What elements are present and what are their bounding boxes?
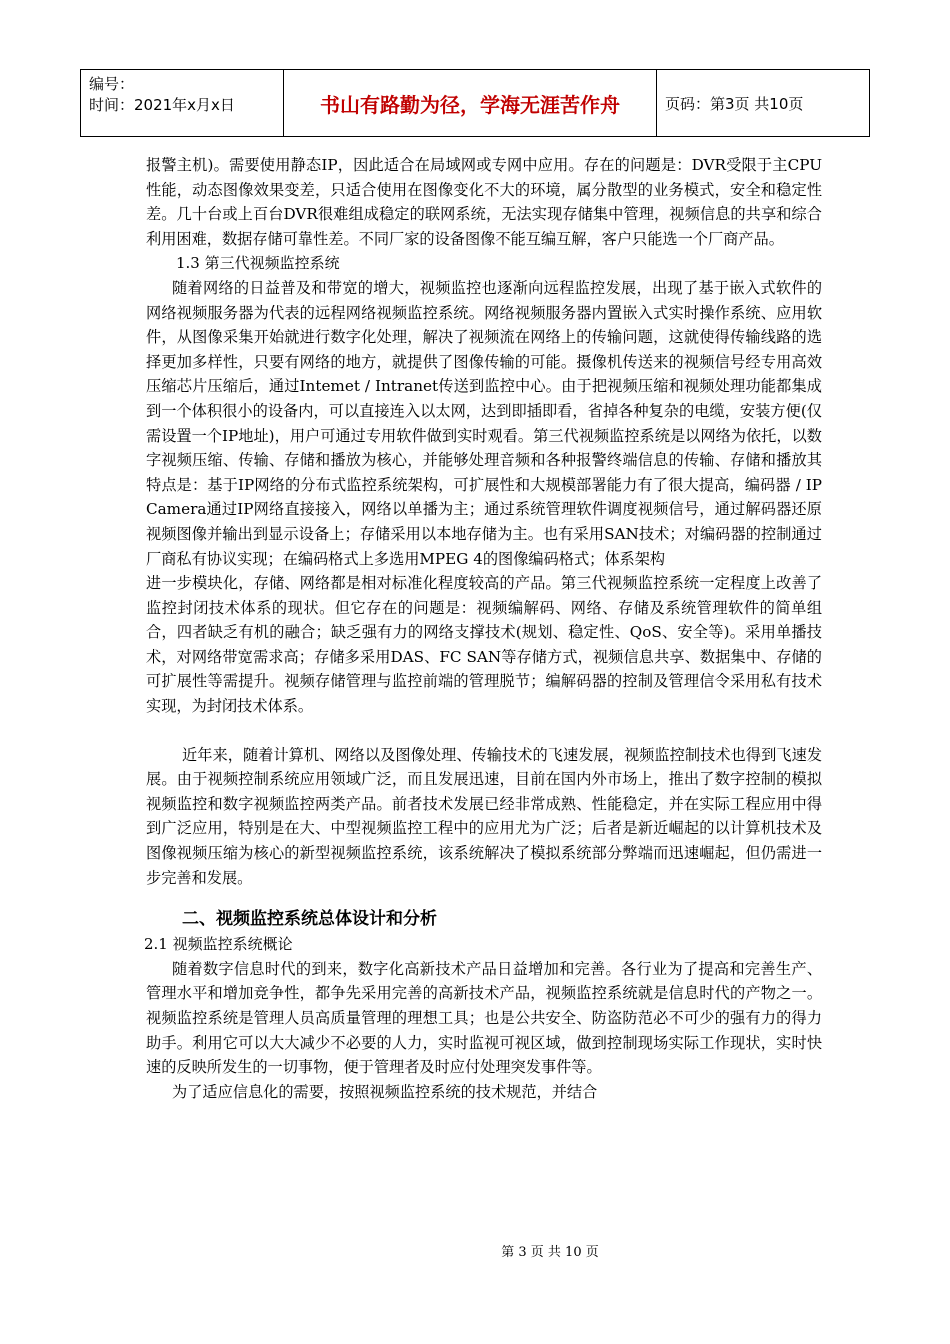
- header-motto: 书山有路勤为径，学海无涯苦作舟: [284, 70, 657, 136]
- paragraph-adaptation: 为了适应信息化的需要，按照视频监控系统的技术规范，并结合: [172, 1082, 598, 1101]
- chapter-heading-2: 二、视频监控系统总体设计和分析: [182, 909, 437, 930]
- paragraph-dvr-issues: 报警主机)。需要使用静态IP，因此适合在局域网或专网中应用。存在的问题是：DVR受限于主CPU性能，动态图像效果变差，只适合使用在图像变化不大的环境，属分散型的业务模式，安全和稳定性差。几十台或上百台DVR很难组成稳定的联网系统，无法实现存储集中管理，视频信息的共享和综合利用困难，数据存储可靠性差。不同厂家的设备图像不能互编互解，客户只能选一个厂商产品。: [146, 156, 822, 248]
- spacer: [146, 719, 822, 743]
- document-body: [146, 153, 822, 1104]
- paragraph-third-generation: 随着网络的日益普及和带宽的增大，视频监控也逐渐向远程监控发展，出现了基于嵌入式软件的网络视频服务器为代表的远程网络视频监控系统。网络视频服务器内置嵌入式实时操作系统、应用软件，从图像采集开始就进行数字化处理，解决了视频流在网络上的传输问题，这就使得传输线路的选择更加多样性，只要有网络的地方，就提供了图像传输的可能。摄像机传送来的视频信号经专用高效压缩芯片压缩后，通过Intemet / Intranet传送到监控中心。由于把视频压缩和视频处理功能都集成到一个体积很小的设备内，可以直接连入以太网，达到即插即看，省掉各种复杂的电缆，安装方便(仅需设置一个IP地址)，用户可通过专用软件做到实时观看。第三代视频监控系统是以网络为依托，以数字视频压缩、传输、存储和播放为核心，并能够处理音频和各种报警终端信息的传输、存储和播放其特点是：基于IP网络的分布式监控系统架构，可扩展性和大规模部署能力有了很大提高，编码器 / IP Camera通过IP网络直接接入，网络以单播为主；通过系统管理软件调度视频信号，通过解码器还原视频图像并输出到显示设备上；存储采用以本地存储为主。也有采用SAN技术；对编码器的控制通过厂商私有协议实现；在编码格式上多选用MPEG 4的图像编码格式；体系架构: [146, 278, 822, 568]
- paragraph-overview: 随着数字信息时代的到来，数字化高新技术产品日益增加和完善。各行业为了提高和完善生产、管理水平和增加竞争性，都争先采用完善的高新技术产品，视频监控系统就是信息时代的产物之一。视频监控系统是管理人员高质量管理的理想工具；也是公共安全、防盗防范必不可少的强有力的得力助手。利用它可以大大减少不必要的人力，实时监视可视区域，做到控制现场实际工作现状，实时快速的反映所发生的一切事物，便于管理者及时应付处理突发事件等。: [146, 959, 822, 1077]
- footer-page-number: 第 3 页 共 10 页: [501, 1245, 599, 1260]
- document-time-label: 时间：2021年x月x日: [89, 96, 235, 114]
- section-heading-1-3: 1.3 第三代视频监控系统: [176, 254, 340, 273]
- page-header: [80, 69, 870, 137]
- section-heading-2-1: 2.1 视频监控系统概论: [144, 935, 293, 954]
- paragraph-architecture: 进一步模块化，存储、网络都是相对标准化程度较高的产品。第三代视频监控系统一定程度上改善了监控封闭技术体系的现状。但它存在的问题是：视频编解码、网络、存储及系统管理软件的简单组合，四者缺乏有机的融合；缺乏强有力的网络支撑技术(规划、稳定性、QoS、安全等)。采用单播技术，对网络带宽需求高；存储多采用DAS、FC SAN等存储方式，视频信息共享、数据集中、存储的可扩展性等需提升。视频存储管理与监控前端的管理脱节；编解码器的控制及管理信令采用私有技术实现，为封闭技术体系。: [146, 574, 822, 716]
- spacer: [146, 890, 822, 902]
- page-footer: [0, 1241, 950, 1260]
- header-meta: [81, 70, 284, 136]
- paragraph-recent-development: 近年来，随着计算机、网络以及图像处理、传输技术的飞速发展，视频监控制技术也得到飞速发展。由于视频控制系统应用领域广泛，而且发展迅速，目前在国内外市场上，推出了数字控制的模拟视频监控和数字视频监控两类产品。前者技术发展已经非常成熟、性能稳定，并在实际工程应用中得到广泛应用，特别是在大、中型视频监控工程中的应用尤为广泛；后者是新近崛起的以计算机技术及图像视频压缩为核心的新型视频监控系统，该系统解决了模拟系统部分弊端而迅速崛起，但仍需进一步完善和发展。: [146, 745, 822, 887]
- header-page-info: 页码：第3页 共10页: [665, 94, 804, 113]
- document-number-label: 编号：: [89, 75, 135, 93]
